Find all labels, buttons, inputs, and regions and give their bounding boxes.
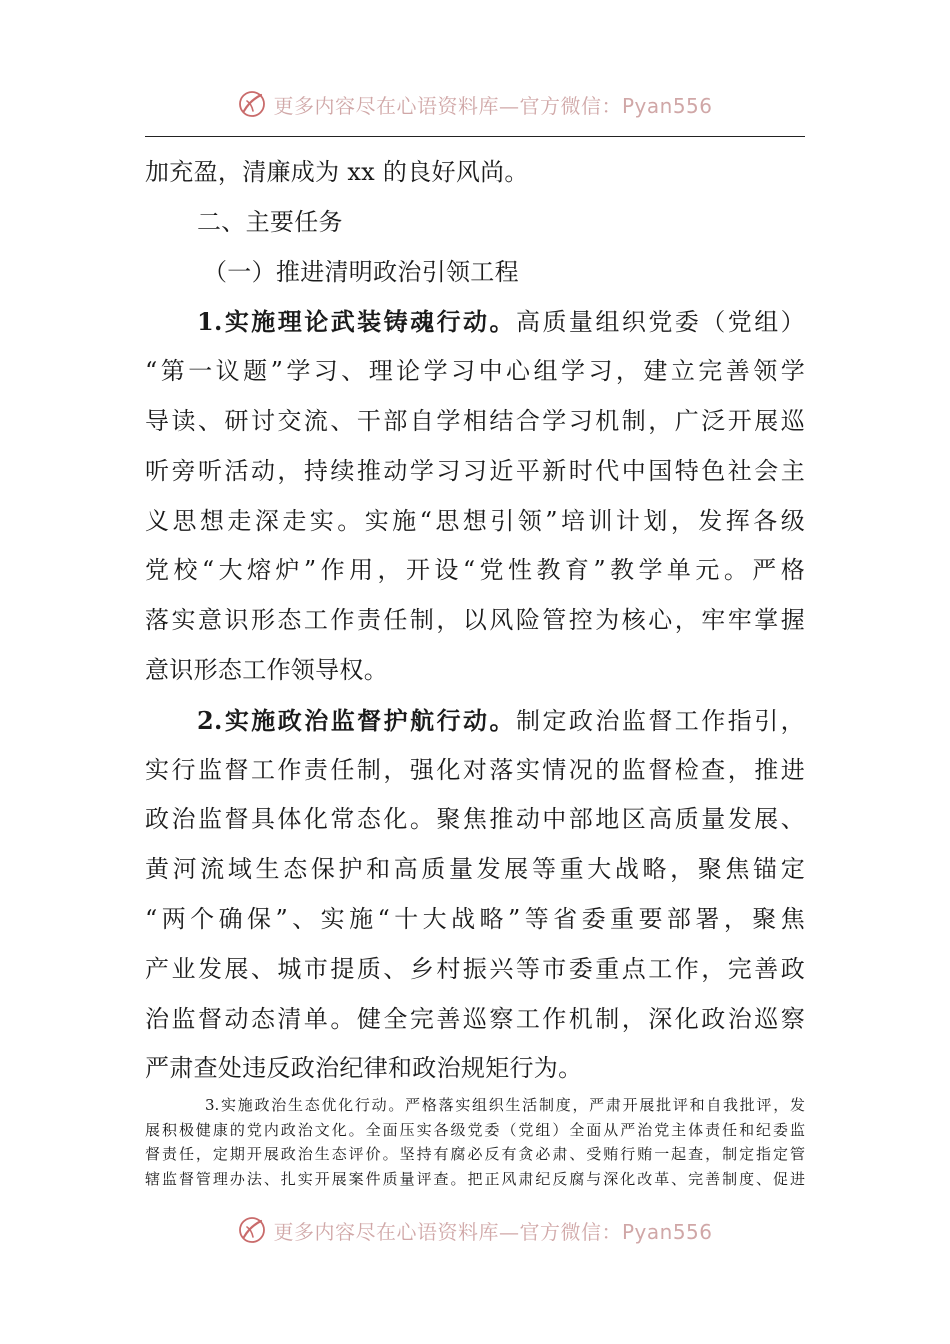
- small-paragraph-line: 辖监督管理办法、扎实开展案件质量评查。把正风肃纪反腐与深化改革、完善制度、促进: [145, 1169, 805, 1188]
- document-body: [145, 148, 805, 1094]
- paragraph-line: 产业发展、城市提质、乡村振兴等市委重点工作，完善政: [145, 954, 805, 983]
- item2-first-line: 2.实施政治监督护航行动。制定政治监督工作指引，: [197, 705, 805, 735]
- paragraph-line: 党校“大熔炉”作用，开设“党性教育”教学单元。严格: [145, 556, 805, 585]
- paragraph-line: 严肃查处违反政治纪律和政治规矩行为。: [145, 1054, 583, 1083]
- paragraph-line: 加充盈，清廉成为 xx 的良好风尚。: [145, 158, 529, 186]
- item1-heading: 1.实施理论武装铸魂行动。: [197, 307, 516, 337]
- paragraph-line: 导读、研讨交流、干部自学相结合学习机制，广泛开展巡: [145, 406, 805, 435]
- small-paragraph-line: 督责任，定期开展政治生态评价。坚持有腐必反有贪必肃、受贿行贿一起查，制定指定管: [145, 1145, 805, 1163]
- watermark-text: 更多内容尽在心语资料库—官方微信：Pyan556: [273, 1219, 713, 1244]
- watermark-logo-icon: [237, 1215, 267, 1245]
- paragraph-line: 听旁听活动，持续推动学习习近平新时代中国特色社会主: [145, 456, 805, 485]
- paragraph-line: 落实意识形态工作责任制，以风险管控为核心，牢牢掌握: [145, 606, 805, 635]
- paragraph-line: 黄河流域生态保护和高质量发展等重大战略，聚焦锚定: [145, 855, 805, 884]
- paragraph-line: “第一议题”学习、理论学习中心组学习，建立完善领学: [145, 357, 805, 386]
- watermark-logo-icon: [237, 89, 267, 119]
- paragraph-line: 意识形态工作领导权。: [145, 655, 388, 684]
- subsection-title: （一）推进清明政治引领工程: [203, 257, 519, 286]
- small-paragraph-line: 3.实施政治生态优化行动。严格落实组织生活制度，严肃开展批评和自我批评，发: [205, 1096, 805, 1114]
- header-rule: [145, 136, 805, 137]
- item2-heading: 2.实施政治监督护航行动。: [197, 705, 516, 735]
- watermark-text: 更多内容尽在心语资料库—官方微信：Pyan556: [273, 93, 713, 118]
- section-title: 二、主要任务: [197, 207, 343, 236]
- item3-paragraph: [145, 1093, 805, 1191]
- paragraph-line: 治监督动态清单。健全完善巡察工作机制，深化政治巡察: [145, 1004, 805, 1033]
- small-paragraph-line: 展积极健康的党内政治文化。全面压实各级党委（党组）全面从严治党主体责任和纪委监: [145, 1120, 805, 1139]
- item1-first-line: 1.实施理论武装铸魂行动。高质量组织党委（党组）: [197, 307, 805, 337]
- watermark-footer: [0, 1212, 950, 1248]
- paragraph-line: “两个确保”、实施“十大战略”等省委重要部署，聚焦: [145, 904, 805, 933]
- paragraph-line: 义思想走深走实。实施“思想引领”培训计划，发挥各级: [145, 506, 805, 535]
- paragraph-line: 实行监督工作责任制，强化对落实情况的监督检查，推进: [145, 755, 805, 784]
- watermark-header: [0, 86, 950, 122]
- paragraph-line: 政治监督具体化常态化。聚焦推动中部地区高质量发展、: [145, 805, 805, 834]
